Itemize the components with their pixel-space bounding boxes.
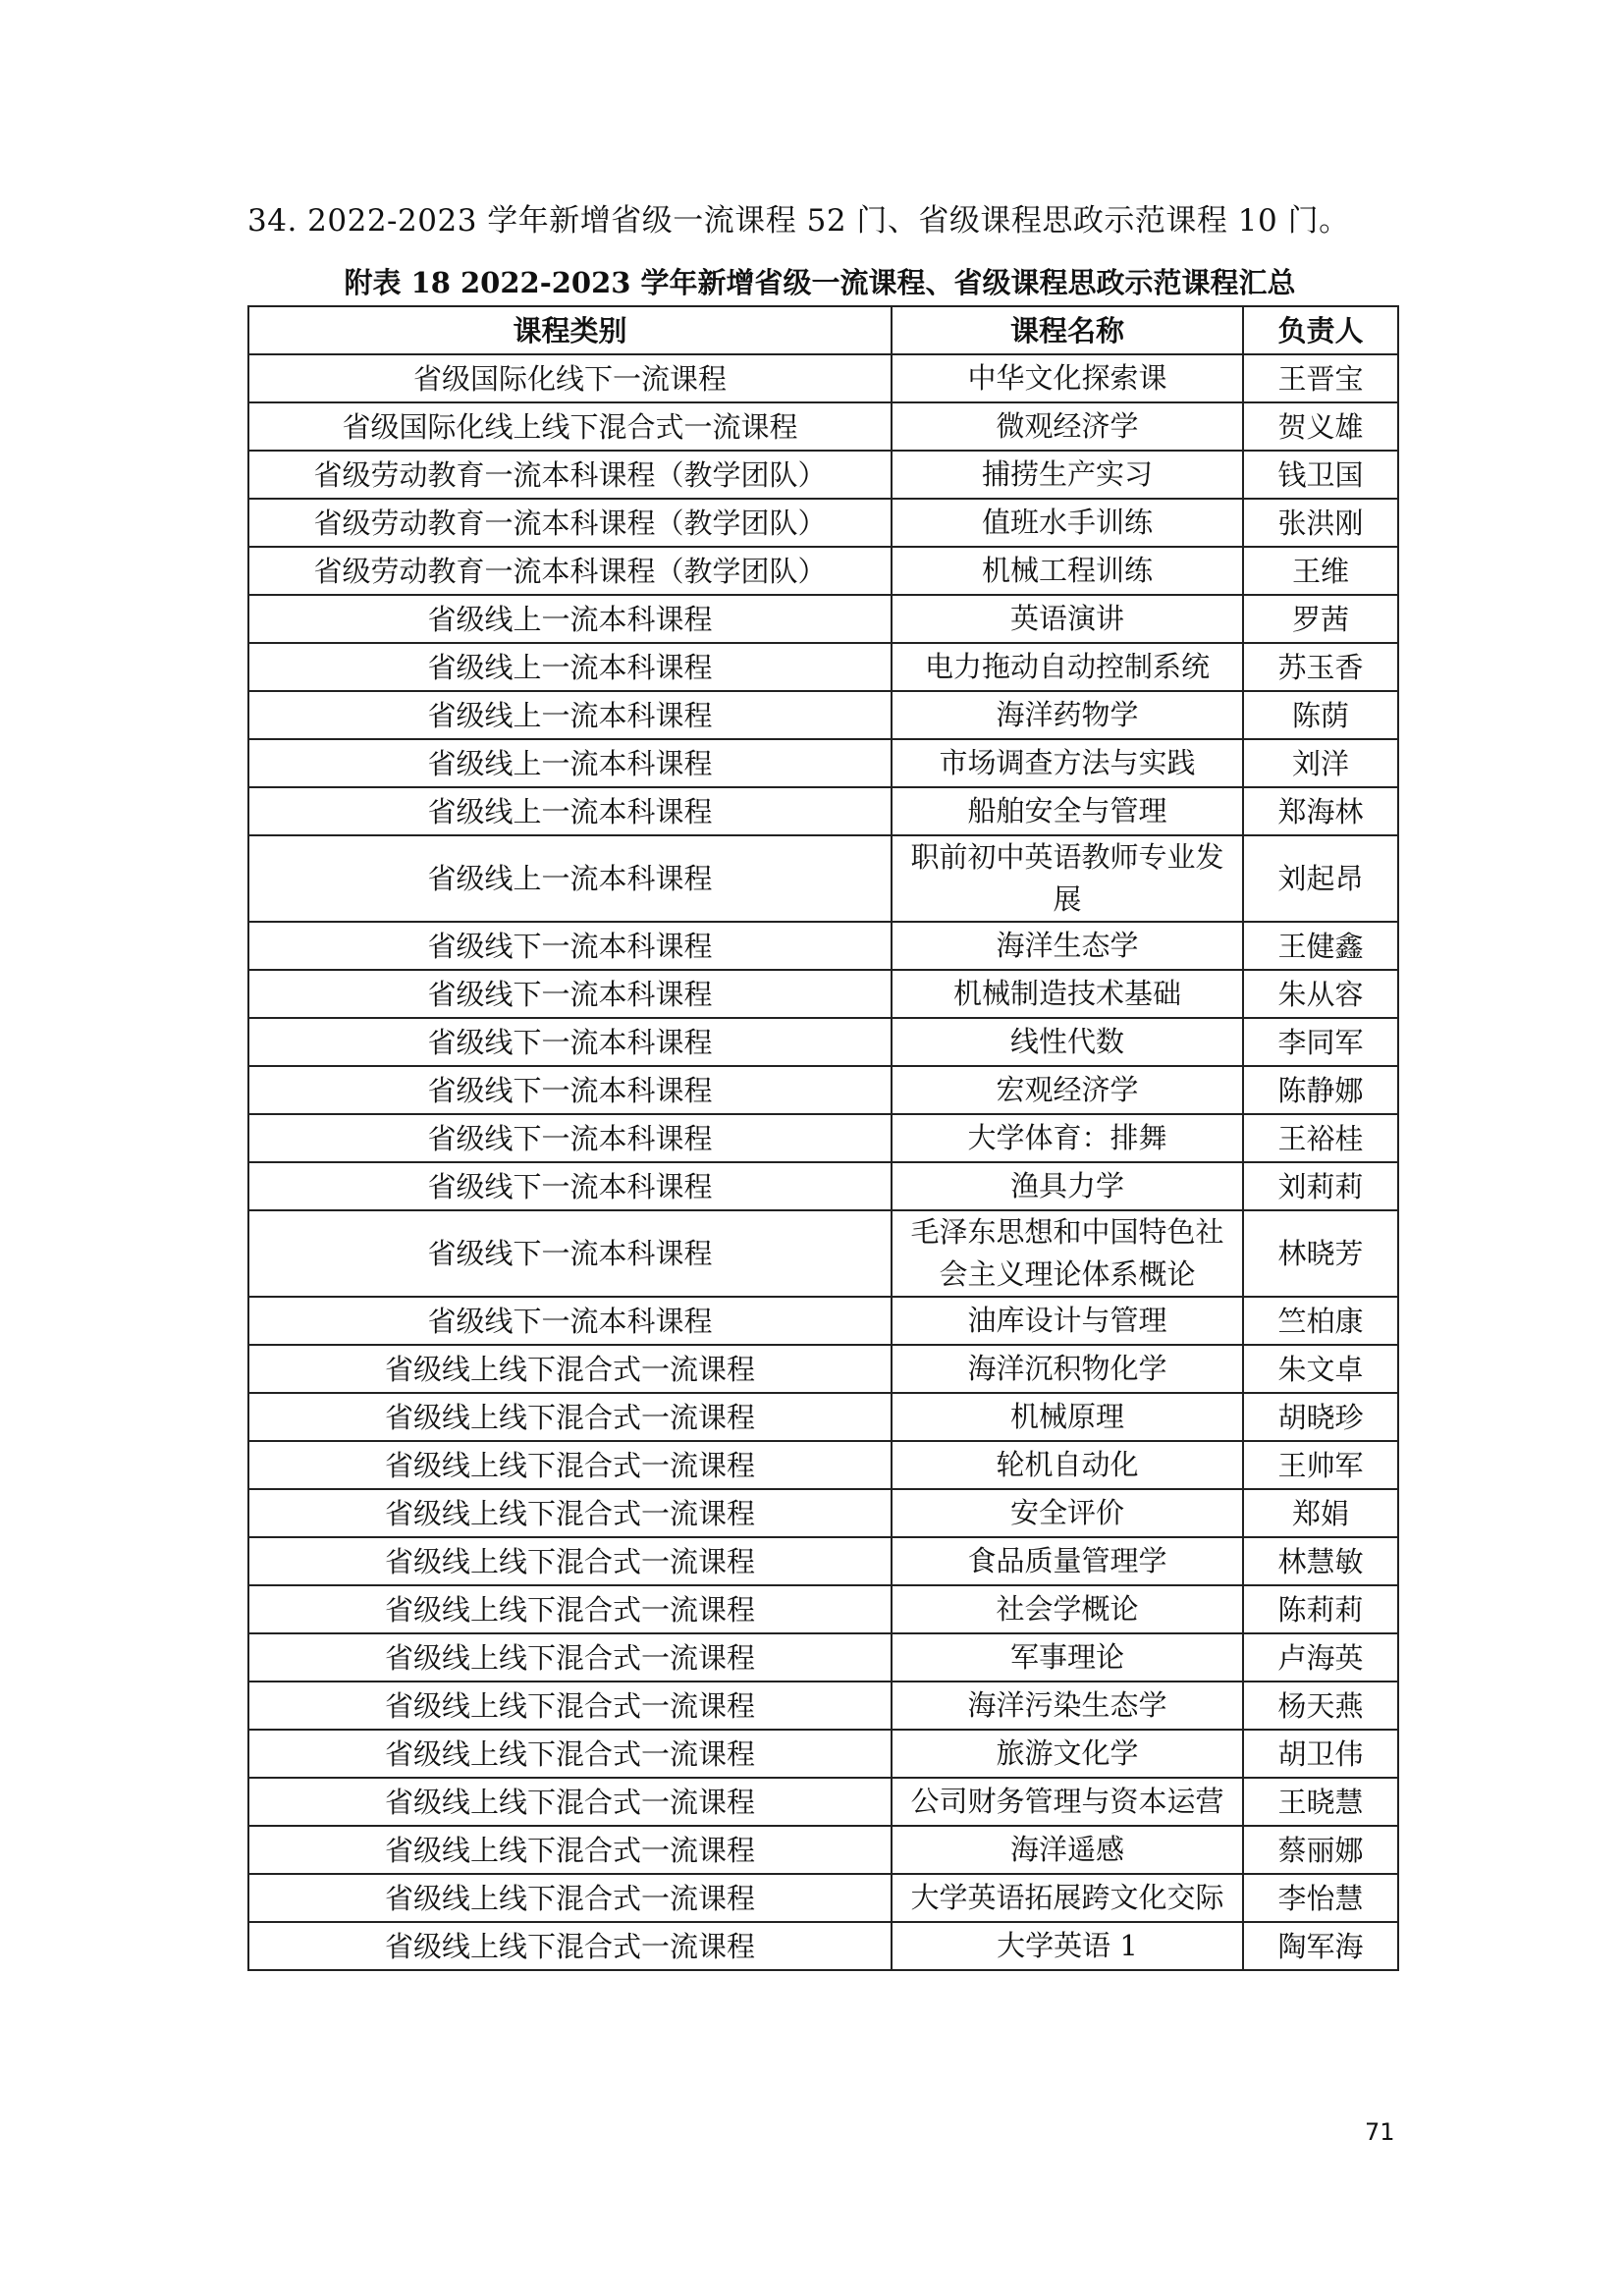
table-row xyxy=(248,1114,1398,1162)
cell-category: 省级线上线下混合式一流课程 xyxy=(248,1682,892,1730)
table-row xyxy=(248,451,1398,499)
table-row xyxy=(248,1210,1398,1297)
cell-owner: 郑娟 xyxy=(1243,1489,1398,1537)
cell-category: 省级线上线下混合式一流课程 xyxy=(248,1778,892,1826)
cell-course: 海洋污染生态学 xyxy=(892,1682,1243,1730)
cell-owner: 林慧敏 xyxy=(1243,1537,1398,1585)
cell-owner: 王维 xyxy=(1243,547,1398,595)
cell-course: 食品质量管理学 xyxy=(892,1537,1243,1585)
cell-owner: 郑海林 xyxy=(1243,787,1398,835)
table-row xyxy=(248,1778,1398,1826)
cell-owner: 李怡慧 xyxy=(1243,1874,1398,1922)
cell-category: 省级劳动教育一流本科课程（教学团队） xyxy=(248,547,892,595)
cell-category: 省级线上线下混合式一流课程 xyxy=(248,1874,892,1922)
cell-course: 油库设计与管理 xyxy=(892,1297,1243,1345)
cell-category: 省级线下一流本科课程 xyxy=(248,1066,892,1114)
cell-course: 社会学概论 xyxy=(892,1585,1243,1633)
cell-owner: 王健鑫 xyxy=(1243,922,1398,970)
table-header-row xyxy=(248,306,1398,354)
cell-course: 海洋沉积物化学 xyxy=(892,1345,1243,1393)
cell-category: 省级线上线下混合式一流课程 xyxy=(248,1345,892,1393)
cell-category: 省级线上线下混合式一流课程 xyxy=(248,1489,892,1537)
table-row xyxy=(248,691,1398,739)
cell-owner: 陶军海 xyxy=(1243,1922,1398,1970)
table-row xyxy=(248,1018,1398,1066)
cell-course: 大学英语拓展跨文化交际 xyxy=(892,1874,1243,1922)
cell-course: 安全评价 xyxy=(892,1489,1243,1537)
cell-owner: 胡卫伟 xyxy=(1243,1730,1398,1778)
cell-owner: 刘起昂 xyxy=(1243,835,1398,922)
table-row xyxy=(248,1730,1398,1778)
cell-course: 职前初中英语教师专业发展 xyxy=(892,835,1243,922)
cell-category: 省级线下一流本科课程 xyxy=(248,1018,892,1066)
table-caption: 附表 18 2022-2023 学年新增省级一流课程、省级课程思政示范课程汇总 xyxy=(344,266,1296,299)
table-row xyxy=(248,1297,1398,1345)
cell-course: 中华文化探索课 xyxy=(892,354,1243,402)
table-row xyxy=(248,787,1398,835)
cell-category: 省级线下一流本科课程 xyxy=(248,1297,892,1345)
cell-category: 省级线上一流本科课程 xyxy=(248,643,892,691)
cell-category: 省级线上线下混合式一流课程 xyxy=(248,1633,892,1682)
cell-course: 市场调查方法与实践 xyxy=(892,739,1243,787)
cell-category: 省级线上线下混合式一流课程 xyxy=(248,1441,892,1489)
cell-category: 省级线上一流本科课程 xyxy=(248,595,892,643)
cell-category: 省级国际化线上线下混合式一流课程 xyxy=(248,402,892,451)
cell-owner: 王晓慧 xyxy=(1243,1778,1398,1826)
table-row xyxy=(248,547,1398,595)
table-row xyxy=(248,1585,1398,1633)
cell-owner: 林晓芳 xyxy=(1243,1210,1398,1297)
cell-category: 省级劳动教育一流本科课程（教学团队） xyxy=(248,451,892,499)
table-row xyxy=(248,1682,1398,1730)
course-table xyxy=(247,305,1399,1971)
cell-owner: 陈荫 xyxy=(1243,691,1398,739)
cell-category: 省级线下一流本科课程 xyxy=(248,970,892,1018)
table-row xyxy=(248,595,1398,643)
cell-owner: 陈莉莉 xyxy=(1243,1585,1398,1633)
cell-course: 宏观经济学 xyxy=(892,1066,1243,1114)
cell-course: 机械原理 xyxy=(892,1393,1243,1441)
table-row xyxy=(248,1162,1398,1210)
cell-owner: 苏玉香 xyxy=(1243,643,1398,691)
table-row xyxy=(248,1922,1398,1970)
table-row xyxy=(248,402,1398,451)
cell-course: 英语演讲 xyxy=(892,595,1243,643)
table-row xyxy=(248,1066,1398,1114)
page-number: 71 xyxy=(1365,2118,1395,2146)
cell-course: 海洋遥感 xyxy=(892,1826,1243,1874)
cell-owner: 蔡丽娜 xyxy=(1243,1826,1398,1874)
table-row xyxy=(248,1874,1398,1922)
cell-category: 省级线下一流本科课程 xyxy=(248,1114,892,1162)
cell-owner: 张洪刚 xyxy=(1243,499,1398,547)
table-row xyxy=(248,354,1398,402)
cell-course: 轮机自动化 xyxy=(892,1441,1243,1489)
cell-category: 省级线上线下混合式一流课程 xyxy=(248,1537,892,1585)
cell-owner: 杨天燕 xyxy=(1243,1682,1398,1730)
table-row xyxy=(248,1345,1398,1393)
cell-category: 省级线上线下混合式一流课程 xyxy=(248,1730,892,1778)
cell-course: 海洋药物学 xyxy=(892,691,1243,739)
cell-owner: 朱文卓 xyxy=(1243,1345,1398,1393)
cell-category: 省级线上一流本科课程 xyxy=(248,739,892,787)
table-row xyxy=(248,970,1398,1018)
table-row xyxy=(248,922,1398,970)
cell-course: 大学英语 1 xyxy=(892,1922,1243,1970)
cell-course: 微观经济学 xyxy=(892,402,1243,451)
cell-course: 渔具力学 xyxy=(892,1162,1243,1210)
cell-owner: 贺义雄 xyxy=(1243,402,1398,451)
table-row xyxy=(248,739,1398,787)
cell-category: 省级线上线下混合式一流课程 xyxy=(248,1922,892,1970)
table-row xyxy=(248,1826,1398,1874)
cell-category: 省级国际化线下一流课程 xyxy=(248,354,892,402)
cell-course: 线性代数 xyxy=(892,1018,1243,1066)
cell-owner: 钱卫国 xyxy=(1243,451,1398,499)
cell-category: 省级线下一流本科课程 xyxy=(248,1210,892,1297)
cell-category: 省级线上一流本科课程 xyxy=(248,835,892,922)
cell-owner: 罗茜 xyxy=(1243,595,1398,643)
cell-course: 捕捞生产实习 xyxy=(892,451,1243,499)
cell-course: 军事理论 xyxy=(892,1633,1243,1682)
column-header-course: 课程名称 xyxy=(892,306,1243,354)
cell-course: 船舶安全与管理 xyxy=(892,787,1243,835)
cell-owner: 王晋宝 xyxy=(1243,354,1398,402)
table-row xyxy=(248,1537,1398,1585)
cell-course: 大学体育：排舞 xyxy=(892,1114,1243,1162)
section-heading: 34. 2022-2023 学年新增省级一流课程 52 门、省级课程思政示范课程 10 门。 xyxy=(247,203,1350,239)
cell-owner: 竺柏康 xyxy=(1243,1297,1398,1345)
column-header-owner: 负责人 xyxy=(1243,306,1398,354)
cell-owner: 王裕桂 xyxy=(1243,1114,1398,1162)
cell-owner: 胡晓珍 xyxy=(1243,1393,1398,1441)
cell-course: 值班水手训练 xyxy=(892,499,1243,547)
cell-owner: 王帅军 xyxy=(1243,1441,1398,1489)
cell-category: 省级线上一流本科课程 xyxy=(248,691,892,739)
cell-owner: 卢海英 xyxy=(1243,1633,1398,1682)
cell-owner: 刘莉莉 xyxy=(1243,1162,1398,1210)
table-row xyxy=(248,499,1398,547)
table-row xyxy=(248,1633,1398,1682)
cell-category: 省级线上一流本科课程 xyxy=(248,787,892,835)
table-row xyxy=(248,1489,1398,1537)
cell-course: 公司财务管理与资本运营 xyxy=(892,1778,1243,1826)
cell-category: 省级线上线下混合式一流课程 xyxy=(248,1826,892,1874)
cell-category: 省级线上线下混合式一流课程 xyxy=(248,1393,892,1441)
table-row xyxy=(248,835,1398,922)
cell-course: 电力拖动自动控制系统 xyxy=(892,643,1243,691)
cell-category: 省级劳动教育一流本科课程（教学团队） xyxy=(248,499,892,547)
cell-owner: 陈静娜 xyxy=(1243,1066,1398,1114)
cell-category: 省级线下一流本科课程 xyxy=(248,1162,892,1210)
cell-course: 海洋生态学 xyxy=(892,922,1243,970)
cell-course: 旅游文化学 xyxy=(892,1730,1243,1778)
table-body xyxy=(248,354,1398,1970)
cell-course: 机械制造技术基础 xyxy=(892,970,1243,1018)
table-row xyxy=(248,643,1398,691)
column-header-category: 课程类别 xyxy=(248,306,892,354)
cell-owner: 刘洋 xyxy=(1243,739,1398,787)
table-row xyxy=(248,1441,1398,1489)
cell-course: 毛泽东思想和中国特色社会主义理论体系概论 xyxy=(892,1210,1243,1297)
cell-course: 机械工程训练 xyxy=(892,547,1243,595)
table-row xyxy=(248,1393,1398,1441)
cell-category: 省级线上线下混合式一流课程 xyxy=(248,1585,892,1633)
cell-category: 省级线下一流本科课程 xyxy=(248,922,892,970)
cell-owner: 朱从容 xyxy=(1243,970,1398,1018)
cell-owner: 李同军 xyxy=(1243,1018,1398,1066)
